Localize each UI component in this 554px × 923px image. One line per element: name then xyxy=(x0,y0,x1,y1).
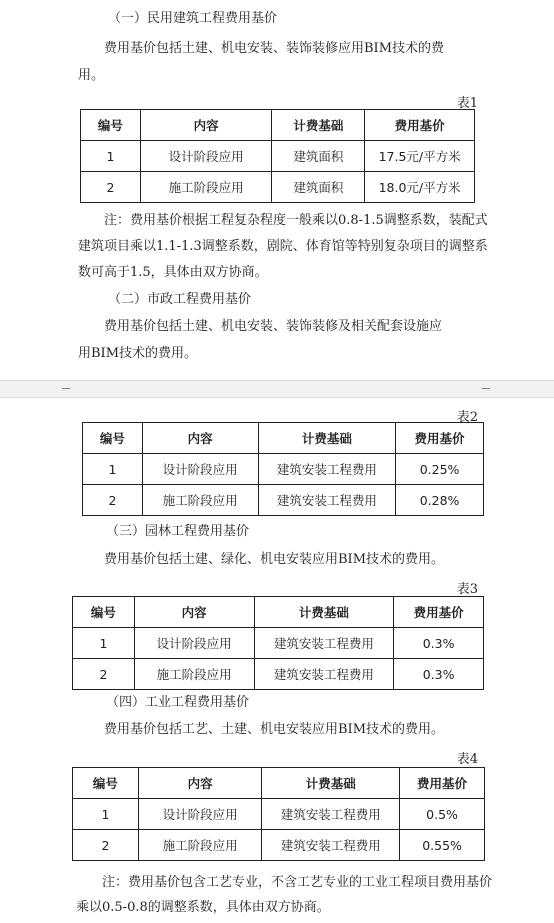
cell-content: 设计阶段应用 xyxy=(138,799,262,830)
header-price: 费用基价 xyxy=(394,597,484,628)
header-number: 编号 xyxy=(73,597,135,628)
section-2-desc-line-1: 费用基价包括土建、机电安装、装饰装修及相关配套设施应 xyxy=(104,319,443,334)
fee-table-3 xyxy=(72,596,484,690)
table-row xyxy=(73,799,485,830)
section-1-heading: （一）民用建筑工程费用基价 xyxy=(108,11,278,26)
header-number: 编号 xyxy=(73,768,139,799)
cell-number: 1 xyxy=(73,799,139,830)
fee-table-4 xyxy=(72,767,485,861)
cell-basis: 建筑安装工程费用 xyxy=(258,454,396,485)
table-row xyxy=(73,628,484,659)
cell-price: 0.25% xyxy=(396,454,484,485)
fee-table-2 xyxy=(82,422,484,516)
table-header-row xyxy=(73,768,485,799)
header-price: 费用基价 xyxy=(396,423,484,454)
cell-number: 2 xyxy=(73,830,139,861)
page-corner-mark xyxy=(62,388,70,389)
header-price: 费用基价 xyxy=(400,768,485,799)
header-price: 费用基价 xyxy=(365,110,475,141)
header-content: 内容 xyxy=(140,110,272,141)
cell-content: 施工阶段应用 xyxy=(138,830,262,861)
cell-basis: 建筑安装工程费用 xyxy=(254,659,394,690)
section-4-note-line-2: 乘以0.5-0.8的调整系数，具体由双方协商。 xyxy=(76,900,330,915)
cell-content: 设计阶段应用 xyxy=(142,454,258,485)
cell-basis: 建筑安装工程费用 xyxy=(262,830,400,861)
table-2-caption: 表2 xyxy=(456,410,478,425)
cell-number: 1 xyxy=(73,628,135,659)
fee-table-1 xyxy=(80,109,475,203)
cell-price: 0.3% xyxy=(394,659,484,690)
table-header-row xyxy=(81,110,475,141)
cell-basis: 建筑面积 xyxy=(272,141,365,172)
header-number: 编号 xyxy=(83,423,143,454)
section-1-desc-line-1: 费用基价包括土建、机电安装、装饰装修应用BIM技术的费 xyxy=(104,41,444,56)
cell-number: 2 xyxy=(81,172,141,203)
cell-basis: 建筑安装工程费用 xyxy=(254,628,394,659)
cell-price: 0.55% xyxy=(400,830,485,861)
cell-content: 设计阶段应用 xyxy=(140,141,272,172)
section-3-heading: （三）园林工程费用基价 xyxy=(106,524,250,539)
cell-basis: 建筑面积 xyxy=(272,172,365,203)
table-header-row xyxy=(73,597,484,628)
cell-price: 18.0元/平方米 xyxy=(365,172,475,203)
page-corner-mark xyxy=(482,388,490,389)
table-4-caption: 表4 xyxy=(456,752,478,767)
header-content: 内容 xyxy=(134,597,254,628)
section-4-note-line-1: 注：费用基价包含工艺专业，不含工艺专业的工业工程项目费用基价 xyxy=(102,875,493,890)
section-1-note-line-2: 建筑项目乘以1.1-1.3调整系数，剧院、体育馆等特别复杂项目的调整系 xyxy=(78,239,488,254)
section-1-note-line-1: 注：费用基价根据工程复杂程度一般乘以0.8-1.5调整系数，装配式 xyxy=(104,213,488,228)
cell-content: 施工阶段应用 xyxy=(140,172,272,203)
cell-number: 2 xyxy=(73,659,135,690)
cell-content: 设计阶段应用 xyxy=(134,628,254,659)
cell-price: 0.5% xyxy=(400,799,485,830)
header-basis: 计费基础 xyxy=(254,597,394,628)
cell-basis: 建筑安装工程费用 xyxy=(262,799,400,830)
header-content: 内容 xyxy=(138,768,262,799)
cell-number: 2 xyxy=(83,485,143,516)
cell-content: 施工阶段应用 xyxy=(134,659,254,690)
table-header-row xyxy=(83,423,484,454)
cell-price: 17.5元/平方米 xyxy=(365,141,475,172)
header-content: 内容 xyxy=(142,423,258,454)
table-row xyxy=(81,141,475,172)
table-row xyxy=(73,830,485,861)
cell-basis: 建筑安装工程费用 xyxy=(258,485,396,516)
table-1-caption: 表1 xyxy=(456,96,478,111)
section-2-heading: （二）市政工程费用基价 xyxy=(108,292,252,307)
section-4-desc-line-1: 费用基价包括工艺、土建、机电安装应用BIM技术的费用。 xyxy=(104,722,444,737)
table-row xyxy=(73,659,484,690)
table-row xyxy=(83,485,484,516)
section-1-desc-line-2: 用。 xyxy=(78,68,105,83)
cell-price: 0.28% xyxy=(396,485,484,516)
section-1-note-line-3: 数可高于1.5，具体由双方协商。 xyxy=(78,265,268,280)
header-basis: 计费基础 xyxy=(262,768,400,799)
cell-number: 1 xyxy=(83,454,143,485)
table-row xyxy=(83,454,484,485)
header-basis: 计费基础 xyxy=(258,423,396,454)
header-number: 编号 xyxy=(81,110,141,141)
section-4-heading: （四）工业工程费用基价 xyxy=(106,695,250,710)
header-basis: 计费基础 xyxy=(272,110,365,141)
table-row xyxy=(81,172,475,203)
table-3-caption: 表3 xyxy=(456,582,478,597)
section-2-desc-line-2: 用BIM技术的费用。 xyxy=(78,346,197,361)
section-3-desc-line-1: 费用基价包括土建、绿化、机电安装应用BIM技术的费用。 xyxy=(104,552,444,567)
cell-number: 1 xyxy=(81,141,141,172)
cell-price: 0.3% xyxy=(394,628,484,659)
cell-content: 施工阶段应用 xyxy=(142,485,258,516)
page-break xyxy=(0,380,554,398)
